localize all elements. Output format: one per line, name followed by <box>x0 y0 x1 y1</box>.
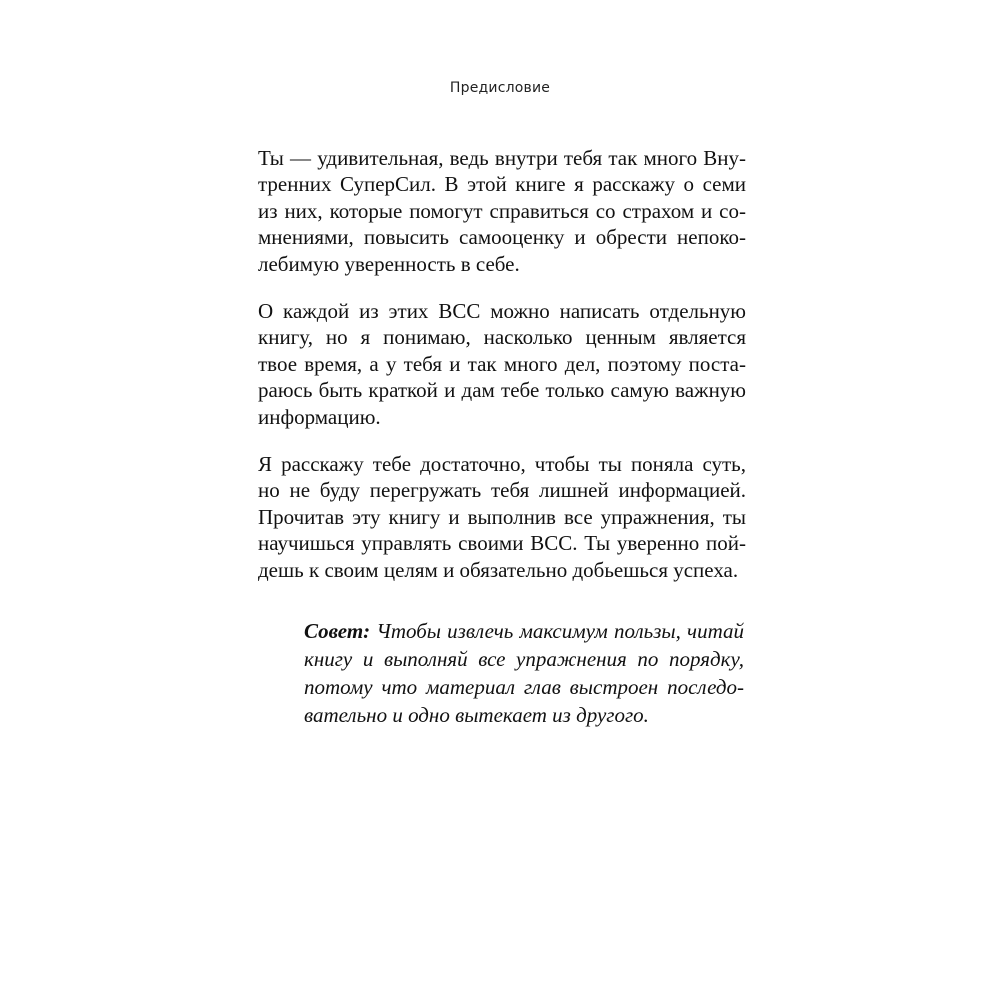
running-head: Предисловие <box>449 80 551 96</box>
text-line: тренних СуперСил. В этой книге я расскажу о семи <box>258 172 746 197</box>
text-line: Прочитав эту книгу и выполнив все упражнения, ты <box>258 504 746 529</box>
tip-label: Совет: <box>304 619 371 643</box>
text-line: но не буду перегружать тебя лишней информацией. <box>258 478 746 503</box>
paragraph-1 <box>258 145 746 277</box>
text-line: научишься управлять своими ВСС. Ты уверенно пой- <box>258 531 746 556</box>
text-line: дешь к своим целям и обязательно добьешься успеха. <box>258 557 739 582</box>
text-line: Ты — удивительная, ведь внутри тебя так много Вну- <box>258 146 746 170</box>
text-line: из них, которые помогут справиться со страхом и со- <box>258 198 746 223</box>
paragraph-2 <box>258 298 746 430</box>
text-line: мнениями, повысить самооценку и обрести непоко- <box>258 225 746 250</box>
tip-block <box>304 617 744 729</box>
tip-line: потому что материал глав выстроен последо- <box>304 675 744 699</box>
tip-line: книгу и выполняй все упражнения по порядку, <box>304 647 744 671</box>
text-line: информацию. <box>258 404 381 429</box>
text-line: Я расскажу тебе достаточно, чтобы ты поняла суть, <box>258 452 746 477</box>
text-line: О каждой из этих ВСС можно написать отдельную <box>258 299 746 324</box>
body-text <box>258 145 746 604</box>
tip-text: Чтобы извлечь максимум пользы, читай <box>370 619 744 643</box>
text-line: раюсь быть краткой и дам тебе только самую важную <box>258 378 746 403</box>
tip-line: вательно и одно вытекает из другого. <box>304 703 649 727</box>
text-line: книгу, но я понимаю, насколько ценным является <box>258 325 746 350</box>
paragraph-3 <box>258 451 746 583</box>
text-line: лебимую уверенность в себе. <box>258 251 520 276</box>
text-line: твое время, а у тебя и так много дел, поэтому поста- <box>258 351 746 376</box>
tip-line-1 <box>304 617 744 645</box>
